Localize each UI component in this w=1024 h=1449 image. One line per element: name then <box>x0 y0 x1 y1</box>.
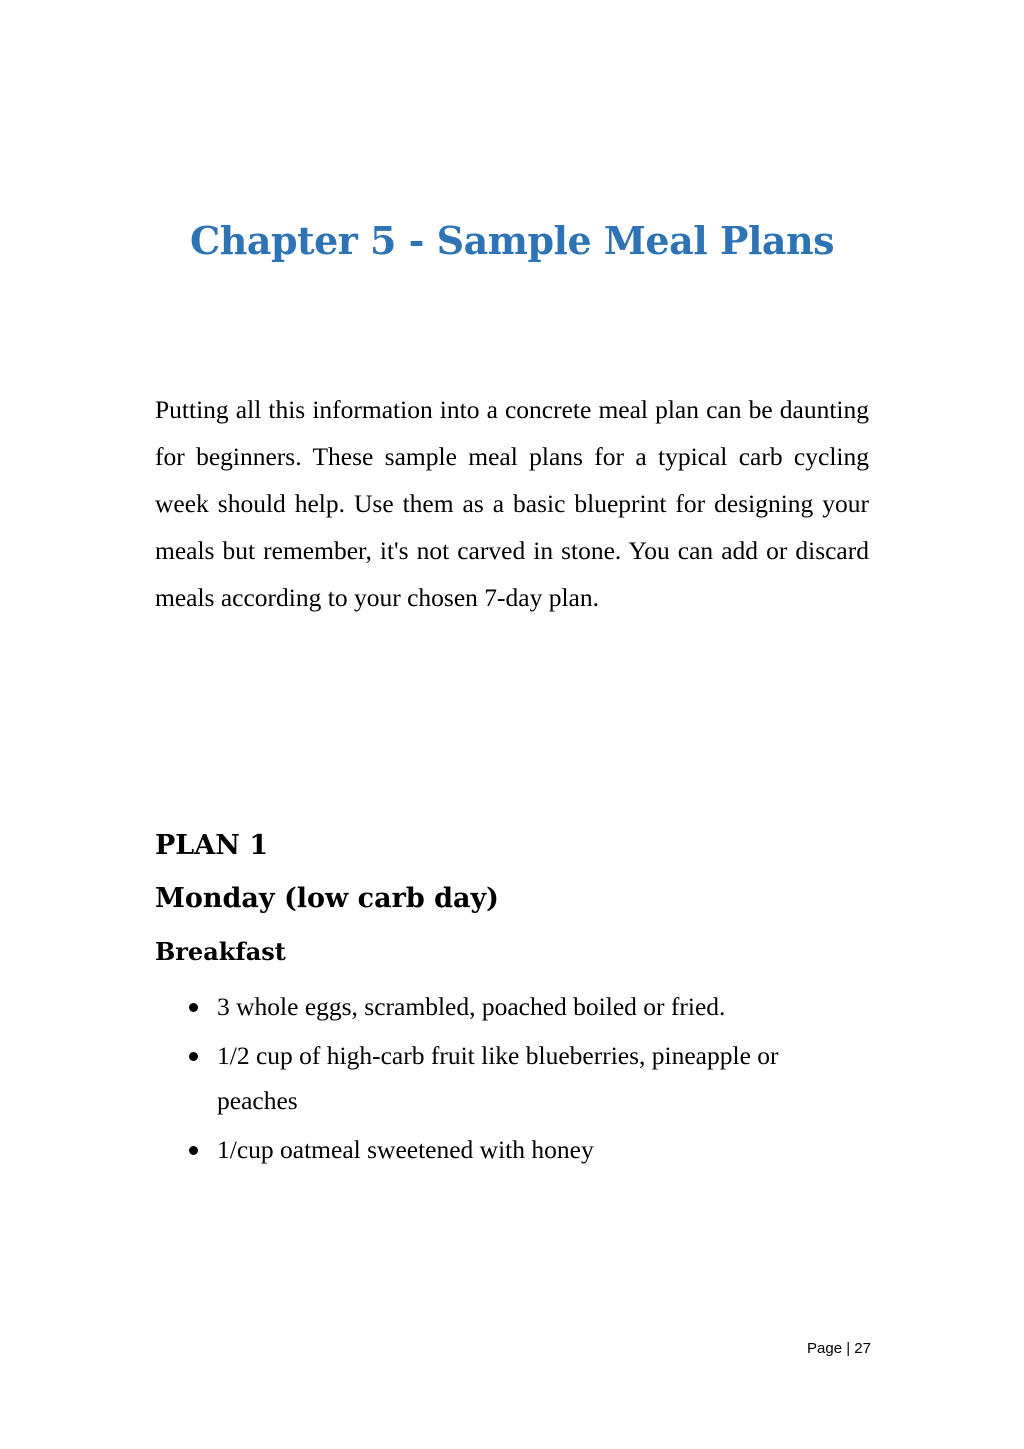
day-heading: Monday (low carb day) <box>155 883 499 914</box>
chapter-title: Chapter 5 - Sample Meal Plans <box>189 218 835 263</box>
list-item <box>155 984 857 1029</box>
list-item-text: 3 whole eggs, scrambled, poached boiled or fried. <box>217 992 726 1021</box>
list-item <box>155 1033 857 1123</box>
list-item-text: 1/cup oatmeal sweetened with honey <box>217 1135 594 1164</box>
plan-heading: PLAN 1 <box>155 830 269 861</box>
bullet-icon <box>189 1003 198 1012</box>
list-item <box>155 1127 857 1172</box>
bullet-icon <box>189 1052 198 1061</box>
page-number: Page | 27 <box>807 1340 871 1357</box>
list-item-text: 1/2 cup of high-carb fruit like blueberries, pineapple or peaches <box>217 1041 779 1115</box>
breakfast-list <box>155 984 869 1176</box>
intro-paragraph: Putting all this information into a concrete meal plan can be daunting for beginners. These sample meal plans for a typical carb cycling week should help. Use them as a basic blueprint for designing your meals but remember, it's not carved in stone. You can add or discard meals according to your chosen 7-day plan. <box>155 395 869 612</box>
meal-heading: Breakfast <box>155 937 286 966</box>
bullet-icon <box>189 1146 198 1155</box>
